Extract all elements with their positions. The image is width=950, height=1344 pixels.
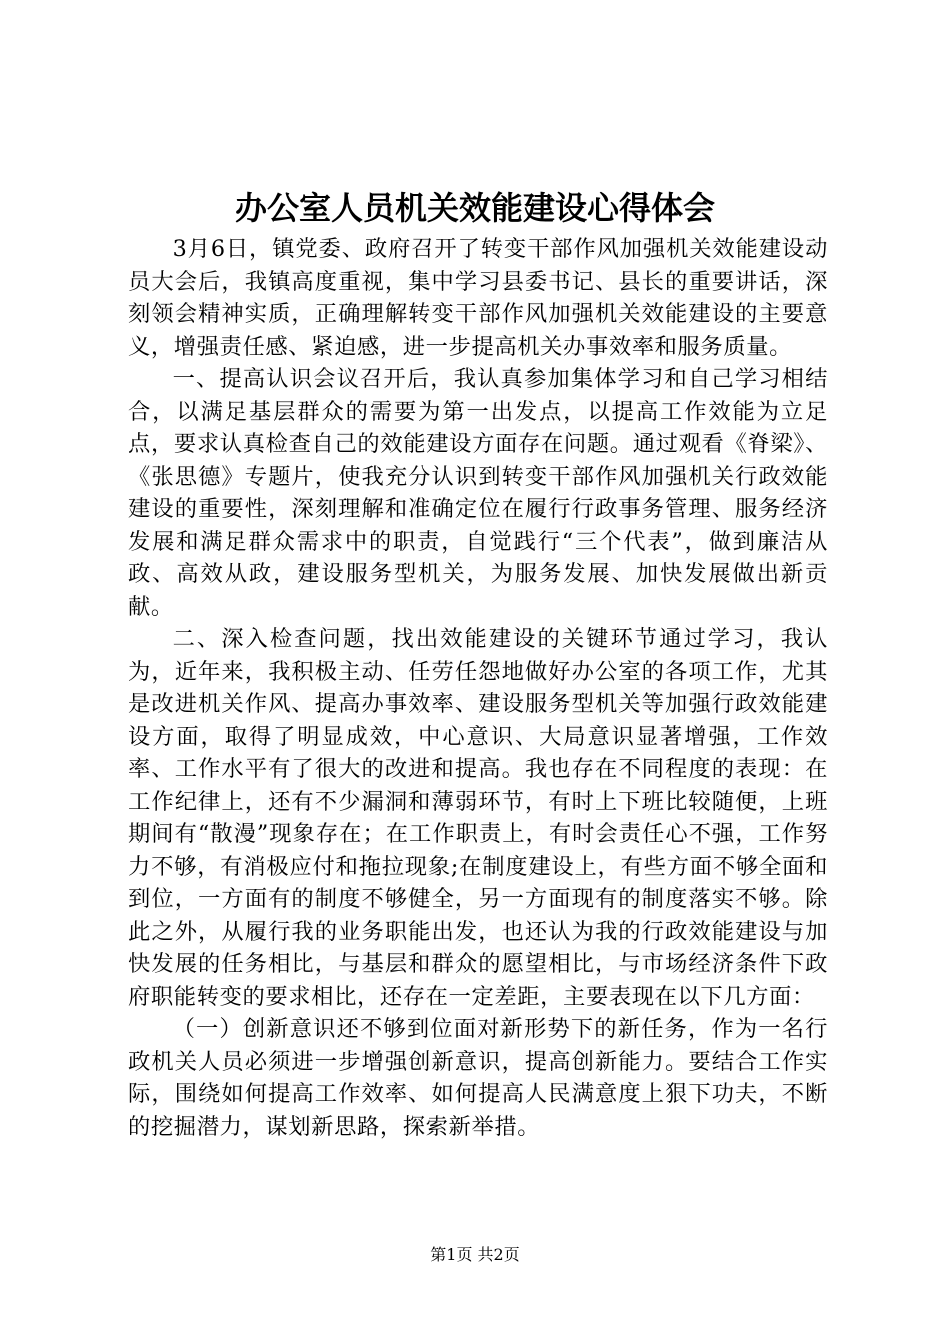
paragraph-intro: 3月6日，镇党委、政府召开了转变干部作风加强机关效能建设动员大会后，我镇高度重视，集中学习县委书记、县长的重要讲话，深刻领会精神实质，正确理解转变干部作风加强机关效能建设的主要意义，增强责任感、紧迫感，进一步提高机关办事效率和服务质量。 xyxy=(128,236,828,360)
document-title: 办公室人员机关效能建设心得体会 xyxy=(234,189,715,227)
paragraph-subsection-1: （一）创新意识还不够到位面对新形势下的新任务，作为一名行政机关人员必须进一步增强创新意识，提高创新能力。要结合工作实际，围绕如何提高工作效率、如何提高人民满意度上狠下功夫，不断的挖掘潜力，谋划新思路，探索新举措。 xyxy=(128,1016,828,1140)
paragraph-section-2: 二、深入检查问题，找出效能建设的关键环节通过学习，我认为，近年来，我积极主动、任劳任怨地做好办公室的各项工作，尤其是改进机关作风、提高办事效率、建设服务型机关等加强行政效能建设方面，取得了明显成效，中心意识、大局意识显著增强，工作效率、工作水平有了很大的改进和提高。我也存在不同程度的表现：在工作纪律上，还有不少漏洞和薄弱环节，有时上下班比较随便，上班期间有“散漫”现象存在；在工作职责上，有时会责任心不强，工作努力不够，有消极应付和拖拉现象;在制度建设上，有些方面不够全面和到位，一方面有的制度不够健全，另一方面现有的制度落实不够。除此之外，从履行我的业务职能出发，也还认为我的行政效能建设与加快发展的任务相比，与基层和群众的愿望相比，与市场经济条件下政府职能转变的要求相比，还存在一定差距，主要表现在以下几方面： xyxy=(128,626,828,1010)
document-body xyxy=(128,233,828,1143)
page-number-footer: 第1页 共2页 xyxy=(430,1245,520,1264)
paragraph-section-1: 一、提高认识会议召开后，我认真参加集体学习和自己学习相结合，以满足基层群众的需要为第一出发点，以提高工作效能为立足点，要求认真检查自己的效能建设方面存在问题。通过观看《脊梁》、《张思德》专题片，使我充分认识到转变干部作风加强机关行政效能建设的重要性，深刻理解和准确定位在履行行政事务管理、服务经济发展和满足群众需求中的职责，自觉践行“三个代表”，做到廉洁从政、高效从政，建设服务型机关，为服务发展、加快发展做出新贡献。 xyxy=(128,366,828,620)
